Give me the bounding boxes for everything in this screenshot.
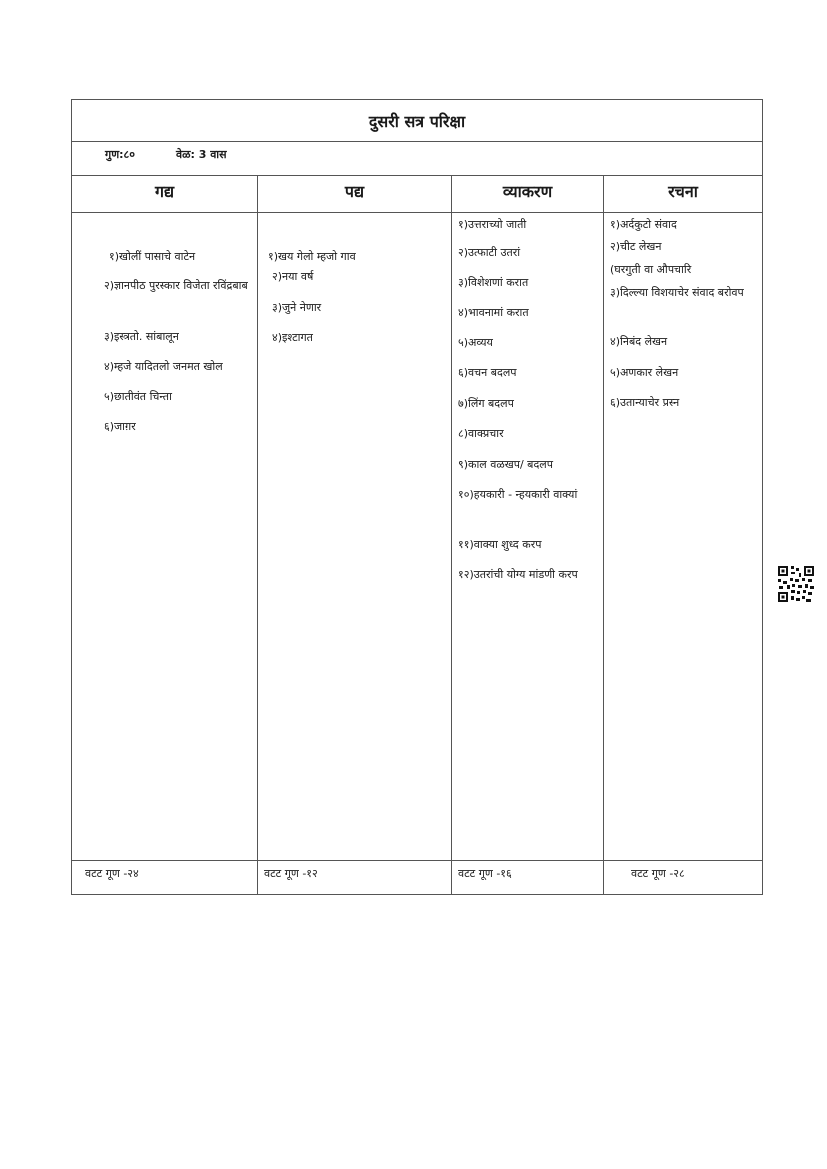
list-item: ५)अव्यय	[458, 336, 493, 349]
list-item: ४)म्हजे यादितलो जनमत खोल	[104, 360, 223, 373]
list-item: २)ज्ञानपीठ पुरस्कार विजेता रविंद्रबाब	[104, 279, 248, 292]
column-marks: वटट गूण -१२	[258, 860, 451, 894]
exam-meta-row	[72, 141, 762, 176]
list-item: १)खोलीं पासाचे वाटेन	[109, 250, 196, 263]
column-heading: पद्य	[258, 175, 451, 213]
list-item: ३)जुने नेणार	[272, 301, 322, 314]
list-item: १२)उतरांची योग्य मांडणी करप	[458, 568, 578, 581]
list-item: ६)वचन बदलप	[458, 366, 517, 379]
column-grammar	[451, 175, 603, 894]
list-item: ४)भावनामां करात	[458, 306, 529, 319]
column-heading: रचना	[604, 175, 762, 213]
column-composition	[603, 175, 762, 894]
list-item: ३)विशेशणां करात	[458, 276, 529, 289]
list-item: ११)वाक्या शुध्द करप	[458, 538, 542, 551]
list-item: ६)उतान्याचेर प्रस्न	[610, 396, 680, 409]
column-heading: व्याकरण	[452, 175, 603, 213]
list-item: ९)काल वळखप/ बदलप	[458, 458, 554, 471]
exam-duration: वेळ: 3 वास	[176, 148, 227, 161]
list-item: ४)निबंद लेखन	[610, 335, 668, 348]
exam-title: दुसरी सत्र परिक्षा	[72, 100, 762, 142]
total-marks: गुण:८०	[105, 148, 135, 161]
column-marks: वटट गूण -२८	[604, 860, 762, 894]
list-item: ३)इस्त्रतो. सांबालून	[104, 330, 179, 343]
qr-code-icon	[777, 565, 815, 603]
list-item: १)अर्दकुटो संवाद	[610, 218, 677, 231]
list-item: (घरगुती वा औपचारि	[610, 263, 692, 276]
exam-syllabus-table	[71, 99, 763, 895]
column-heading: गद्य	[72, 175, 257, 213]
list-item: २)चीट लेखन	[610, 240, 662, 253]
list-item: १०)हयकारी - न्हयकारी वाक्यां	[458, 488, 578, 501]
list-item: ३)दिल्ल्या विशयाचेर संवाद बरोवप	[610, 286, 744, 299]
list-item: ५)अणकार लेखन	[610, 366, 679, 379]
column-marks: वटट गूण -१६	[452, 860, 603, 894]
list-item: १)खय गेलो म्हजो गाव	[268, 250, 356, 263]
column-poetry	[257, 175, 451, 894]
list-item: ८)वाक्प्रचार	[458, 427, 504, 440]
column-marks: वटट गूण -२४	[72, 860, 257, 894]
list-item: २)उत्फाटी उतरां	[458, 246, 521, 259]
list-item: १)उत्तराच्यो जाती	[458, 218, 527, 231]
list-item: २)नया वर्ष	[272, 270, 314, 283]
list-item: ६)जाग़र	[104, 420, 136, 433]
list-item: ७)लिंग बदलप	[458, 397, 514, 410]
column-prose	[72, 175, 257, 894]
list-item: ५)छातीवंत चिन्ता	[104, 390, 172, 403]
list-item: ४)इश्टागत	[272, 331, 313, 344]
